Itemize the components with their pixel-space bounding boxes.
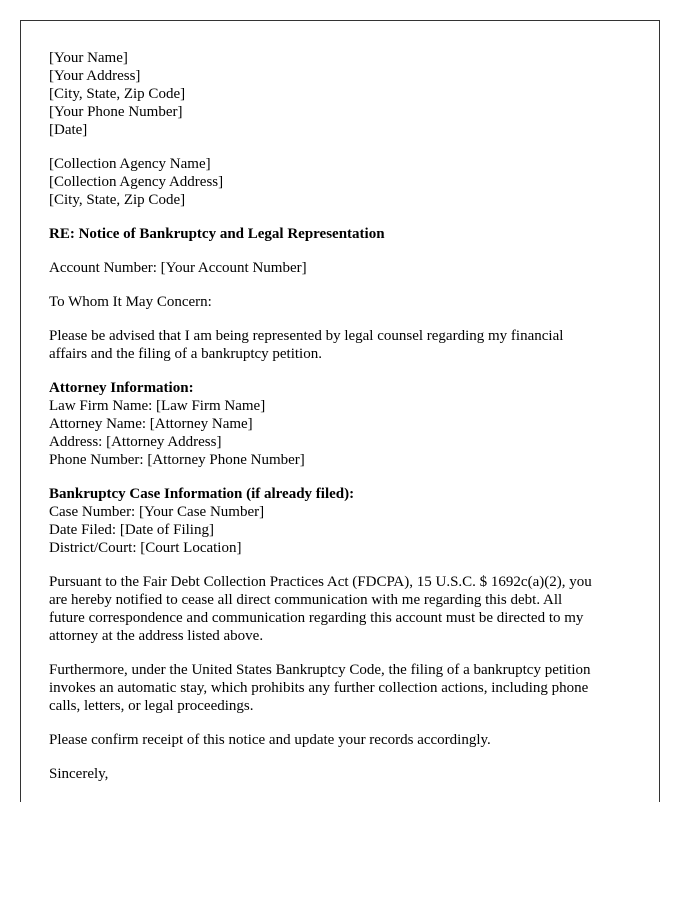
intro-paragraph: Please be advised that I am being represented by legal counsel regarding my financial affairs and the filing of a bankruptcy petition. bbox=[49, 328, 564, 362]
letter-date: [Date] bbox=[49, 122, 88, 138]
sender-block bbox=[49, 49, 631, 139]
sender-name: [Your Name] bbox=[49, 50, 128, 66]
sender-city: [City, State, Zip Code] bbox=[49, 86, 186, 102]
attorney-info: Attorney Information: Law Firm Name: [Law Firm Name] Attorney Name: [Attorney Name] Address: [Attorney Address] Phone Number: [Attorney Phone Number] bbox=[49, 379, 631, 469]
case-heading: Bankruptcy Case Information (if already filed): bbox=[49, 486, 355, 502]
subject-line: RE: Notice of Bankruptcy and Legal Representation bbox=[49, 226, 385, 242]
recipient-name: [Collection Agency Name] bbox=[49, 156, 211, 172]
confirm-paragraph: Please confirm receipt of this notice and update your records accordingly. bbox=[49, 732, 491, 748]
case-info: Bankruptcy Case Information (if already filed): Case Number: [Your Case Number] Date Filed: [Date of Filing] District/Court: [Court Location] bbox=[49, 485, 631, 557]
sender-phone: [Your Phone Number] bbox=[49, 104, 183, 120]
salutation: To Whom It May Concern: bbox=[49, 294, 212, 310]
recipient-address: [Collection Agency Address] bbox=[49, 174, 224, 190]
recipient-city: [City, State, Zip Code] bbox=[49, 192, 186, 208]
sender-address: [Your Address] bbox=[49, 68, 141, 84]
fdcpa-paragraph: Pursuant to the Fair Debt Collection Practices Act (FDCPA), 15 U.S.C. $ 1692c(a)(2), you are hereby notified to cease all direct communication with me regarding this debt. All future correspondence and communication regarding this account must be directed to my attorney at the address listed above. bbox=[49, 574, 592, 644]
letter-page bbox=[20, 20, 660, 802]
attorney-heading: Attorney Information: bbox=[49, 380, 194, 396]
account-number: Account Number: [Your Account Number] bbox=[49, 260, 307, 276]
recipient-block bbox=[49, 155, 631, 209]
stay-paragraph: Furthermore, under the United States Bankruptcy Code, the filing of a bankruptcy petition invokes an automatic stay, which prohibits any further collection actions, including phone calls, letters, or legal proceedings. bbox=[49, 662, 591, 714]
closing: Sincerely, bbox=[49, 766, 109, 782]
